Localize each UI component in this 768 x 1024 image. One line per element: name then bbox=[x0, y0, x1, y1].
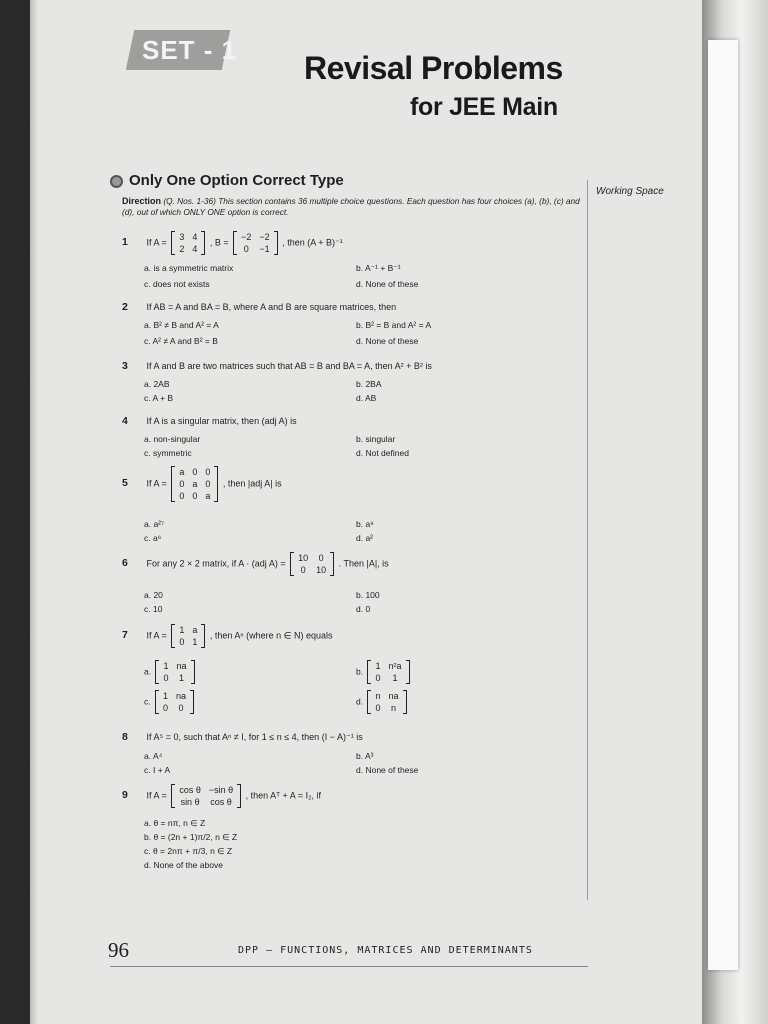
option-d[interactable]: d. None of these bbox=[356, 279, 419, 289]
matrix-cell: sin θ bbox=[180, 797, 200, 807]
matrix-cell: 0 bbox=[375, 703, 381, 713]
question-1 bbox=[122, 231, 343, 255]
question-7 bbox=[122, 624, 333, 648]
option-c[interactable]: c. a⁶ bbox=[144, 533, 162, 543]
option-a[interactable]: a. θ = nπ, n ∈ Z bbox=[144, 818, 206, 828]
matrix-cell: 0 bbox=[243, 244, 249, 254]
page-spine-shadow bbox=[30, 0, 38, 1024]
option-c[interactable]: c. θ = 2nπ + π/3, n ∈ Z bbox=[144, 846, 233, 856]
matrix-cell: 1 bbox=[163, 691, 169, 701]
running-footer: DPP – FUNCTIONS, MATRICES AND DETERMINANTS bbox=[238, 945, 533, 956]
question-9 bbox=[122, 784, 321, 808]
question-text: , then Aᵀ + A = I₂, if bbox=[245, 790, 322, 801]
option-label: c. bbox=[144, 696, 151, 707]
option-d[interactable]: d. None of these bbox=[356, 336, 419, 346]
question-number: 5 bbox=[122, 477, 128, 490]
matrix-cell: 10 bbox=[298, 553, 309, 563]
option-label: d. bbox=[356, 696, 364, 707]
matrix-cell: −2 bbox=[241, 232, 252, 242]
direction-label: Direction bbox=[122, 196, 162, 206]
question-text: , then |adj A| is bbox=[222, 478, 282, 489]
option-d[interactable]: d. None of these bbox=[356, 765, 419, 775]
question-number: 8 bbox=[122, 731, 128, 743]
question-number: 7 bbox=[122, 629, 128, 642]
matrix-cell: na bbox=[176, 661, 187, 671]
matrix-a bbox=[171, 466, 218, 502]
page-subtitle: for JEE Main bbox=[410, 93, 558, 121]
question-5 bbox=[122, 466, 282, 502]
working-space-label: Working Space bbox=[596, 186, 664, 197]
matrix-b bbox=[233, 231, 278, 255]
matrix-cell: 0 bbox=[318, 553, 324, 563]
matrix-cell: 0 bbox=[375, 673, 381, 683]
question-number: 1 bbox=[122, 236, 128, 249]
question-number: 6 bbox=[122, 557, 128, 570]
option-a[interactable]: a. a²⁷ bbox=[144, 519, 165, 529]
question-number: 9 bbox=[122, 789, 128, 802]
page-number: 96 bbox=[108, 938, 129, 962]
option-matrix bbox=[155, 690, 194, 714]
matrix-cell: 0 bbox=[300, 565, 306, 575]
matrix-cell: 0 bbox=[179, 637, 185, 647]
option-matrix bbox=[367, 690, 406, 714]
question-2 bbox=[122, 301, 396, 313]
matrix-a bbox=[171, 784, 241, 808]
question-6 bbox=[122, 552, 389, 576]
option-b[interactable]: b. a⁹ bbox=[356, 519, 374, 529]
question-text: If A is a singular matrix, then (adj A) is bbox=[146, 416, 297, 426]
question-text: If A = bbox=[146, 630, 167, 641]
matrix-cell: 0 bbox=[192, 491, 198, 501]
page-title: Revisal Problems bbox=[304, 50, 563, 86]
question-4 bbox=[122, 415, 297, 427]
question-text: If A = bbox=[146, 237, 167, 248]
matrix-cell: −2 bbox=[259, 232, 270, 242]
option-d[interactable]: d. Not defined bbox=[356, 448, 409, 458]
option-label: b. bbox=[356, 666, 364, 677]
matrix-cell: 0 bbox=[205, 467, 211, 477]
matrix-cell: 0 bbox=[178, 703, 184, 713]
question-number: 4 bbox=[122, 415, 128, 427]
option-a[interactable]: a. B² ≠ B and A² = A bbox=[144, 320, 219, 330]
option-a[interactable] bbox=[144, 660, 197, 684]
working-space-divider bbox=[587, 180, 588, 900]
question-text: If A⁵ = 0, such that Aⁿ ≠ I, for 1 ≤ n ≤ 4, then (I − A)⁻¹ is bbox=[146, 732, 363, 742]
question-text: If A = bbox=[146, 478, 167, 489]
matrix-cell: cos θ bbox=[210, 797, 232, 807]
footer-rule bbox=[110, 966, 588, 967]
question-text: For any 2 × 2 matrix, if A · (adj A) = bbox=[146, 558, 286, 569]
question-8 bbox=[122, 731, 363, 743]
matrix-cell: −sin θ bbox=[208, 785, 234, 795]
matrix-a bbox=[290, 552, 334, 576]
question-text: . Then |A|, is bbox=[338, 558, 389, 569]
matrix-cell: na bbox=[176, 691, 187, 701]
matrix-cell: cos θ bbox=[179, 785, 201, 795]
direction-body: (Q. Nos. 1-36) This section contains 36 multiple choice questions. Each question has four choices (a), (b), (c) and (d), out of which ONLY ONE option is correct. bbox=[122, 196, 580, 217]
option-d[interactable]: d. a² bbox=[356, 533, 374, 543]
option-matrix bbox=[155, 660, 194, 684]
matrix-cell: 1 bbox=[192, 637, 198, 647]
option-c[interactable]: c. symmetric bbox=[144, 448, 192, 458]
matrix-cell: n²a bbox=[388, 661, 402, 671]
option-matrix bbox=[367, 660, 409, 684]
matrix-cell: 0 bbox=[163, 703, 169, 713]
option-b[interactable] bbox=[356, 660, 412, 684]
matrix-a bbox=[171, 231, 205, 255]
option-d[interactable]: d. None of the above bbox=[144, 860, 223, 870]
option-a[interactable]: a. A⁴ bbox=[144, 751, 163, 761]
option-b[interactable]: b. 100 bbox=[356, 590, 380, 600]
question-text: If AB = A and BA = B, where A and B are square matrices, then bbox=[146, 302, 397, 312]
option-b[interactable]: b. A⁻¹ + B⁻¹ bbox=[356, 263, 401, 273]
matrix-cell: 0 bbox=[179, 479, 185, 489]
question-3 bbox=[122, 360, 432, 372]
option-d[interactable]: d. AB bbox=[356, 393, 377, 403]
option-c[interactable] bbox=[144, 690, 196, 714]
option-b[interactable]: b. A³ bbox=[356, 751, 374, 761]
matrix-cell: 1 bbox=[179, 625, 185, 635]
matrix-a bbox=[171, 624, 205, 648]
matrix-cell: n bbox=[390, 703, 396, 713]
direction-text bbox=[122, 196, 582, 218]
matrix-cell: 0 bbox=[179, 491, 185, 501]
question-text: , B = bbox=[209, 237, 229, 248]
matrix-cell: −1 bbox=[259, 244, 270, 254]
option-c[interactable]: c. A² ≠ A and B² = B bbox=[144, 336, 218, 346]
question-text: If A and B are two matrices such that AB = B and BA = A, then A² + B² is bbox=[146, 361, 432, 371]
set-label: SET - 1 bbox=[142, 35, 238, 65]
matrix-cell: a bbox=[205, 491, 211, 501]
question-number: 3 bbox=[122, 360, 128, 372]
question-text: If A = bbox=[146, 790, 167, 801]
matrix-cell: n bbox=[375, 691, 381, 701]
matrix-cell: 4 bbox=[192, 232, 198, 242]
matrix-cell: 1 bbox=[392, 673, 398, 683]
option-a[interactable]: a. 2AB bbox=[144, 379, 170, 389]
textbook-page bbox=[30, 0, 702, 1024]
option-b[interactable]: b. 2BA bbox=[356, 379, 382, 389]
matrix-cell: 10 bbox=[316, 565, 327, 575]
question-text: , then (A + B)⁻¹ bbox=[282, 237, 343, 248]
section-heading-text: Only One Option Correct Type bbox=[129, 172, 344, 189]
option-c[interactable]: c. does not exists bbox=[144, 279, 210, 289]
section-heading bbox=[110, 172, 344, 189]
matrix-cell: 1 bbox=[375, 661, 381, 671]
bullet-icon bbox=[110, 175, 123, 188]
matrix-cell: 0 bbox=[163, 673, 169, 683]
matrix-cell: a bbox=[192, 625, 198, 635]
matrix-cell: 1 bbox=[163, 661, 169, 671]
option-label: a. bbox=[144, 666, 152, 677]
question-number: 2 bbox=[122, 301, 128, 313]
matrix-cell: 2 bbox=[179, 244, 185, 254]
option-d[interactable]: d. 0 bbox=[356, 604, 371, 614]
option-c[interactable]: c. 10 bbox=[144, 604, 163, 614]
question-text: , then Aⁿ (where n ∈ N) equals bbox=[209, 630, 333, 641]
option-c[interactable]: c. I + A bbox=[144, 765, 171, 775]
option-b[interactable]: b. singular bbox=[356, 434, 396, 444]
adjacent-page-edge bbox=[702, 0, 768, 1024]
option-a[interactable]: a. 20 bbox=[144, 590, 163, 600]
matrix-cell: 1 bbox=[178, 673, 184, 683]
matrix-cell: 0 bbox=[192, 467, 198, 477]
option-a[interactable]: a. is a symmetric matrix bbox=[144, 263, 234, 273]
matrix-cell: 3 bbox=[179, 232, 185, 242]
matrix-cell: a bbox=[179, 467, 185, 477]
option-d[interactable] bbox=[356, 690, 409, 714]
matrix-cell: a bbox=[192, 479, 198, 489]
option-b[interactable]: b. θ = (2n + 1)π/2, n ∈ Z bbox=[144, 832, 238, 842]
option-b[interactable]: b. B² = B and A² = A bbox=[356, 320, 432, 330]
option-a[interactable]: a. non-singular bbox=[144, 434, 201, 444]
page-flap bbox=[708, 40, 738, 970]
matrix-cell: na bbox=[388, 691, 399, 701]
option-c[interactable]: c. A + B bbox=[144, 393, 174, 403]
matrix-cell: 4 bbox=[192, 244, 198, 254]
matrix-cell: 0 bbox=[205, 479, 211, 489]
